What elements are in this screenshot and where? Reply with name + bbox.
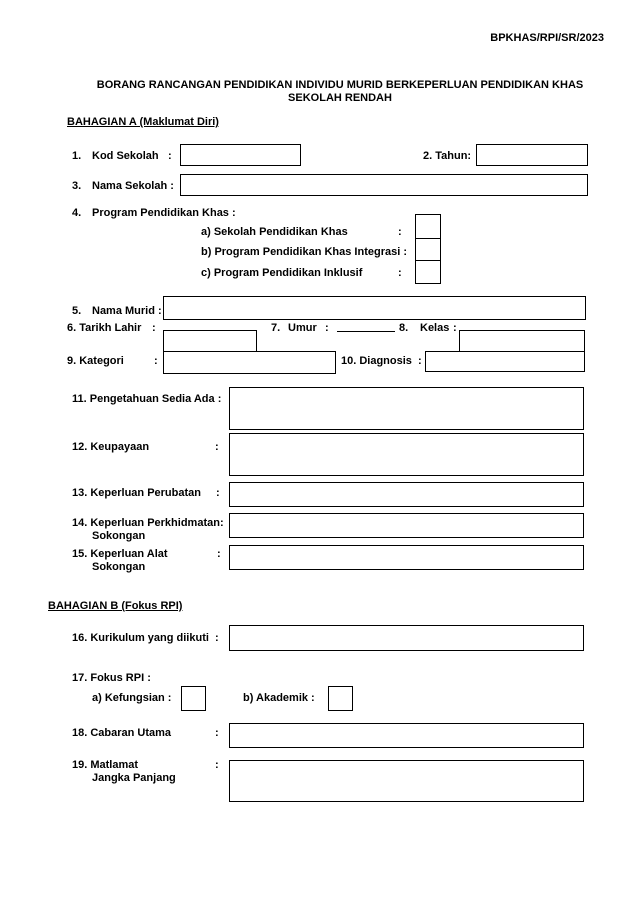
nama-murid-label: Nama Murid : [92,305,162,317]
umur-label: Umur [288,322,317,334]
program-option-c-colon: : [398,267,402,279]
tahun-label: 2. Tahun: [423,150,472,162]
perkhidmatan-label: 14. Keperluan Perkhidmatan: [72,517,224,529]
kategori-field[interactable] [163,351,336,374]
kelas-colon: : [453,322,457,334]
cabaran-field[interactable] [229,723,584,748]
keupayaan-field[interactable] [229,433,584,476]
alat-label: 15. Keperluan Alat [72,548,168,560]
diagnosis-colon: : [418,355,422,367]
keupayaan-label: 12. Keupayaan [72,441,150,453]
alat-label2: Sokongan [92,561,146,573]
form-code: BPKHAS/RPI/SR/2023 [490,32,604,44]
matlamat-field[interactable] [229,760,584,802]
umur-num: 7. [271,322,281,334]
program-option-b-label: b) Program Pendidikan Khas Integrasi : [201,246,407,258]
perubatan-label: 13. Keperluan Perubatan [72,487,201,499]
tarikh-lahir-colon: : [152,322,156,334]
tarikh-lahir-field[interactable] [163,330,257,352]
diagnosis-field[interactable] [425,351,585,372]
alat-colon: : [217,548,221,560]
cabaran-colon: : [215,727,219,739]
fokus-label: 17. Fokus RPI : [72,672,151,684]
perkhidmatan-field[interactable] [229,513,584,538]
nama-murid-field[interactable] [163,296,586,320]
umur-field[interactable] [337,331,395,332]
kelas-num: 8. [399,322,409,334]
program-option-c-checkbox[interactable] [415,260,441,284]
akademik-checkbox[interactable] [328,686,353,711]
cabaran-label: 18. Cabaran Utama [72,727,172,739]
program-label: Program Pendidikan Khas : [92,207,236,219]
kelas-field[interactable] [459,330,585,352]
program-option-a-checkbox[interactable] [415,214,441,240]
kategori-colon: : [154,355,158,367]
kategori-label: 9. Kategori [67,355,124,367]
nama-sekolah-num: 3. [72,180,82,192]
umur-colon: : [325,322,329,334]
kefungsian-label: a) Kefungsian : [92,692,172,704]
kelas-label: Kelas [420,322,450,334]
perubatan-field[interactable] [229,482,584,507]
form-title-line1: BORANG RANCANGAN PENDIDIKAN INDIVIDU MURID BERKEPERLUAN PENDIDIKAN KHAS [96,79,584,91]
section-b-heading: BAHAGIAN B (Fokus RPI) [48,600,183,612]
kod-sekolah-label: Kod Sekolah [92,150,159,162]
kurikulum-label: 16. Kurikulum yang diikuti [72,632,209,644]
kod-sekolah-field[interactable] [180,144,301,166]
diagnosis-label: 10. Diagnosis [341,355,412,367]
keupayaan-colon: : [215,441,219,453]
kurikulum-field[interactable] [229,625,584,651]
akademik-label: b) Akademik : [243,692,315,704]
alat-field[interactable] [229,545,584,570]
kod-sekolah-colon: : [168,150,172,162]
tarikh-lahir-label: 6. Tarikh Lahir [67,322,142,334]
program-option-b-checkbox[interactable] [415,238,441,262]
nama-sekolah-field[interactable] [180,174,588,196]
perkhidmatan-label2: Sokongan [92,530,146,542]
pengetahuan-label: 11. Pengetahuan Sedia Ada : [72,393,222,405]
matlamat-label: 19. Matlamat [72,759,139,771]
matlamat-colon: : [215,759,219,771]
kod-sekolah-num: 1. [72,150,82,162]
perubatan-colon: : [216,487,220,499]
nama-sekolah-label: Nama Sekolah : [92,180,174,192]
program-option-a-label: a) Sekolah Pendidikan Khas [201,226,348,238]
matlamat-label2: Jangka Panjang [92,772,176,784]
tahun-field[interactable] [476,144,588,166]
program-option-c-label: c) Program Pendidikan Inklusif [201,267,363,279]
kefungsian-checkbox[interactable] [181,686,206,711]
program-num: 4. [72,207,82,219]
section-a-heading: BAHAGIAN A (Maklumat Diri) [67,116,219,128]
form-title-line2: SEKOLAH RENDAH [288,92,392,104]
program-option-a-colon: : [398,226,402,238]
pengetahuan-field[interactable] [229,387,584,430]
nama-murid-num: 5. [72,305,82,317]
kurikulum-colon: : [215,632,219,644]
